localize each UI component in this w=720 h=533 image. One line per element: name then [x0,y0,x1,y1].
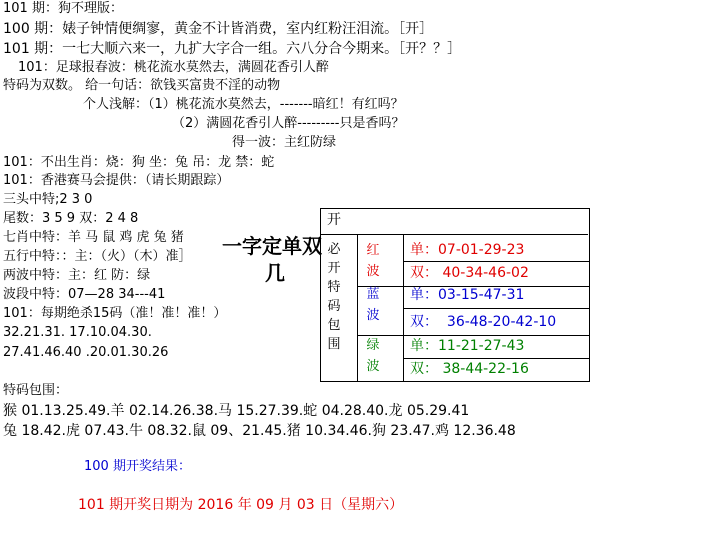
green-even-row [410,360,529,378]
single-double-title: 一字定单双 [222,234,322,258]
five-elements: 五行中特：：主：（火）（木）准］ [3,249,192,264]
special-code-hint: 特码为双数。 给一句话：欲钱买富贵不淫的动物 [3,78,281,93]
red-odd-row [410,241,524,259]
issue-101-riddle: 101 期：一七大顺六来一，九扩大字合一组。六八分合今期来。［开？？］ [3,41,462,57]
tail-numbers: 尾数：3 5 9 双：2 4 8 [3,211,139,226]
two-waves: 两波中特：主：红 防：绿 [3,268,151,283]
kill-codes-row1: 32.21.31. 17.10.04.30. [3,325,152,340]
red-wave-label [365,240,381,282]
issue-100-riddle: 100 期：婊子钟情便绸寥，黄金不计皆消费，室内红粉汪泪流。［开］ [3,21,434,37]
wave-char: 波 [366,359,380,374]
even-numbers: 36-48-20-42-10 [446,314,557,330]
odd-tag: 单： [410,338,438,354]
jockey-club-source: 101：香港赛马会提供：（请长期跟踪） [3,173,230,188]
green-wave-label [365,335,381,377]
side-char: 包 [327,318,341,333]
even-tag: 双： [410,314,438,330]
even-tag: 双： [410,361,438,377]
blue-odd-row [410,286,524,304]
wave-char: 波 [366,264,380,279]
red-even-row [410,264,529,282]
even-numbers: 38-44-22-16 [442,361,529,377]
side-char: 必 [327,242,341,257]
side-char: 围 [327,337,341,352]
even-numbers: 40-34-46-02 [442,265,529,281]
single-double-subtitle: 几 [265,261,285,285]
side-char: 开 [327,261,341,276]
three-heads: 三头中特;2 3 0 [3,192,93,207]
personal-interpretation-1: 个人浅解：（1）桃花流水莫然去，-------暗红！有红吗？ [83,97,404,112]
football-spring-wave: 101：足球报春波：桃花流水莫然去，满圆花香引人醉 [18,60,329,75]
odd-tag: 单： [410,287,438,303]
side-char: 特 [327,280,341,295]
wave-segment: 波段中特：07—28 34---41 [3,287,166,302]
side-char: 码 [327,299,341,314]
odd-numbers: 11-21-27-43 [438,338,525,354]
wave-char: 蓝 [366,287,380,302]
excluded-zodiac: 101：不出生肖：烧：狗 坐：兔 吊：龙 禁：蛇 [3,155,275,170]
table-side-label [326,240,342,354]
odd-tag: 单： [410,242,438,258]
wave-result: 得一波：主红防绿 [232,135,337,150]
even-tag: 双： [410,265,438,281]
zodiac-numbers-row1: 猴 01.13.25.49.羊 02.14.26.38.马 15.27.39.蛇 04.28.40.龙 05.29.41 [3,403,470,419]
wave-char: 绿 [366,338,380,353]
personal-interpretation-2: （2）满圆花香引人醉---------只是香吗？ [172,116,405,131]
wave-char: 波 [366,308,380,323]
green-odd-row [410,337,524,355]
issue-101-header: 101 期：狗不理版： [3,1,123,16]
kill-15-codes: 101：每期绝杀15码（准！准！准！） [3,306,227,321]
draw-result-title: 100 期开奖结果： [84,459,191,474]
odd-numbers: 03-15-47-31 [438,287,525,303]
seven-zodiac: 七肖中特：羊 马 鼠 鸡 虎 兔 猪 [3,230,184,245]
table-header-open: 开 [327,212,341,228]
next-draw-date: 101 期开奖日期为 2016 年 09 月 03 日（星期六） [78,497,404,513]
odd-numbers: 07-01-29-23 [438,242,525,258]
special-code-surround-title: 特码包围： [3,383,69,398]
kill-codes-row2: 27.41.46.40 .20.01.30.26 [3,345,169,360]
wave-char: 红 [366,243,380,258]
blue-even-row [410,313,556,331]
zodiac-numbers-row2: 兔 18.42.虎 07.43.牛 08.32.鼠 09、21.45.猪 10.34.46.狗 23.47.鸡 12.36.48 [3,423,516,439]
blue-wave-label [365,284,381,326]
